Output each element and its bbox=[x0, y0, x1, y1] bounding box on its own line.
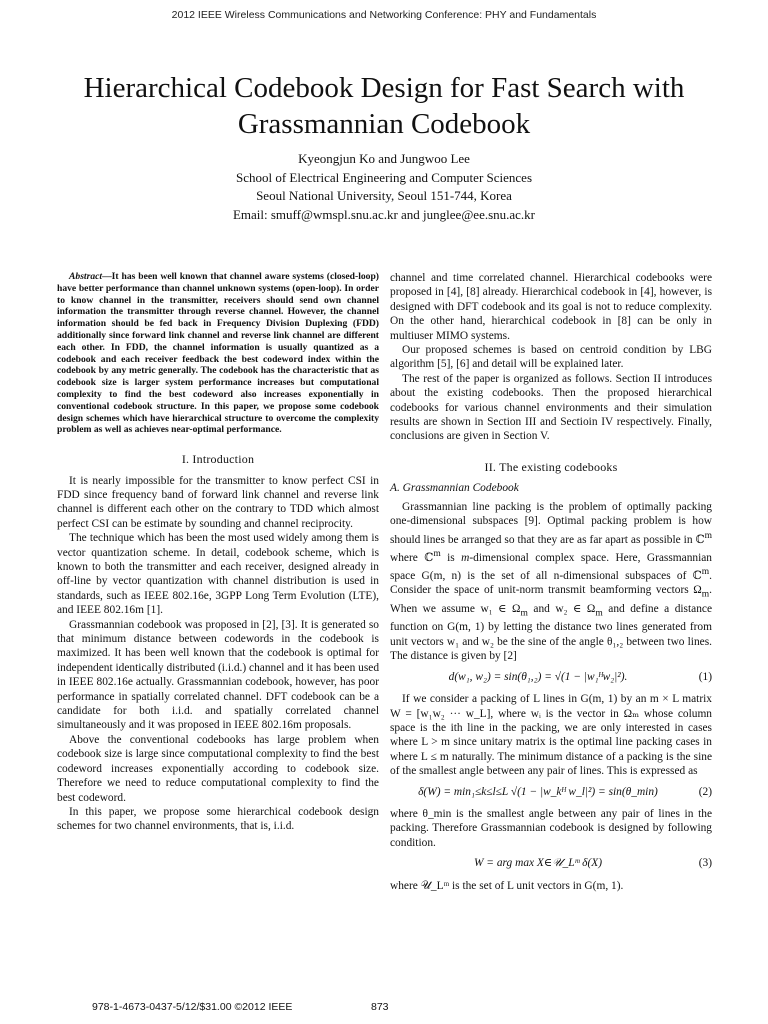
left-column bbox=[57, 271, 379, 834]
section-heading-introduction: I. Introduction bbox=[181, 452, 255, 467]
equation-1-number: (1) bbox=[698, 670, 712, 683]
unit-vectors-paragraph: where 𝒰_Lᵐ is the set of L unit vectors in G(m, 1). bbox=[390, 879, 624, 892]
equation-1-expression: d(w₁, w₂) = sin(θ₁,₂) = √(1 − |w₁ᴴw₂|²). bbox=[448, 670, 628, 683]
intro-paragraph-1: It is nearly impossible for the transmitter to know perfect CSI in FDD since frequency band of forward link channel and reverse link channel is different each other on the contrary to TDD which almost perfect CSI can be estimate by sounding and channel reciprocity. bbox=[57, 474, 379, 530]
footer-page-number: 873 bbox=[371, 1001, 389, 1013]
equation-2 bbox=[390, 785, 712, 799]
right-paragraph-2: Our proposed schemes is based on centroid condition by LBG algorithm [5], [6] and detail will be explained later. bbox=[390, 344, 712, 371]
equation-2-expression: δ(W) = min₁≤k≤l≤L √(1 − |w_kᴴ w_l|²) = sin(θ_min) bbox=[418, 785, 658, 798]
right-column bbox=[390, 271, 712, 893]
paper-title bbox=[40, 70, 728, 142]
author-email: Email: smuff@wmspl.snu.ac.kr and junglee@ee.snu.ac.kr bbox=[232, 206, 536, 222]
equation-2-number: (2) bbox=[698, 785, 712, 798]
footer-isbn: 978-1-4673-0437-5/12/$31.00 ©2012 IEEE bbox=[92, 1001, 293, 1013]
equation-3 bbox=[390, 856, 712, 870]
affiliation-university: Seoul National University, Seoul 151-744, Korea bbox=[256, 188, 512, 203]
equation-3-expression: W = arg max X∈𝒰_Lᵐ δ(X) bbox=[473, 857, 603, 870]
author-block bbox=[100, 150, 668, 224]
right-paragraph-3: The rest of the paper is organized as follows. Section II introduces about the existing codebooks. Then the proposed hierarchical codebooks for various channel environments and their simulation results are shown in Section III and Sectioin IV respectively. Finally, conclusions are given in Section V. bbox=[390, 372, 712, 443]
equation-1 bbox=[390, 670, 712, 684]
title-line-2: Grassmannian Codebook bbox=[237, 108, 531, 140]
author-names: Kyeongjun Ko and Jungwoo Lee bbox=[298, 151, 470, 166]
intro-paragraph-2: The technique which has been the most used widely among them is vector quantization scheme. In detail, codebook scheme, which is known to both the transmitter and each receiver, designed already in off-line by vector quantization with channel distribution is used in standards, such as IEEE 802.16e, 3GPP Long Term Evolution (LTE), and IEEE 802.16m [1]. bbox=[57, 532, 379, 617]
packing-paragraph: If we consider a packing of L lines in G(m, 1) by an m × L matrix W = [w₁w₂ ··· w_L], where wᵢ is the vector in Ωₘ whose column space is the ith line in the packing, we are only interested in cases where L > m since unitary matrix is the optimal line packing cases in where L ≤ m naturally. The minimum distance of a packing is the sine of the smallest angle between any pair of lines. This is expressed as bbox=[390, 693, 712, 778]
abstract-label: Abstract bbox=[69, 271, 103, 282]
section-heading-existing-codebooks: II. The existing codebooks bbox=[484, 459, 618, 474]
abstract-dash: — bbox=[102, 271, 112, 282]
conference-header: 2012 IEEE Wireless Communications and Networking Conference: PHY and Fundamentals bbox=[171, 9, 597, 21]
theta-min-paragraph: where θ_min is the smallest angle between any pair of lines in the packing. Therefore Grassmannian codebook is designed by following condition. bbox=[390, 807, 712, 849]
title-line-1: Hierarchical Codebook Design for Fast Search with bbox=[83, 72, 685, 104]
subsection-heading-grassmannian: A. Grassmannian Codebook bbox=[390, 482, 519, 495]
abstract-text: It has been well known that channel aware systems (closed-loop) have better performance than channel unknown systems (open-loop). In order to know channel in the transmitter, receivers should send own channel information the transmitter through reverse channel. However, the channel information should be fed back in Frequency Division Duplexing (FDD) additionally since forward link channel and reverse link channel are different each other. In FDD, the channel information is usually quantized as a codebook and each receiver feedback the best codeword index within the codebook by any metric generally. The codebook has the characteristic that as codebook size is larger system performance increases but computational complexity to find the best codeword also increases exponentially in conventional codebook structure. In this paper, we propose some codebook design schemes which have hierarchical structure to overcome the complexity problem as well as achieves near-optimal performance. bbox=[57, 271, 379, 436]
abstract bbox=[57, 271, 379, 436]
grassmannian-paragraph: Grassmannian line packing is the problem of optimally packing one-dimensional subspaces [9]. Optimal packing problem is how should lines be arranged so that they are as far apart as possible in ℂ$^m$ where ℂ$^m$ is m-dimensional complex space. Here, Grassmannian space G(m, n) is the set of all n-dimensional subspaces of ℂ$^m$. Consider the space of unit-norm transmit beamforming vectors $\Omega_m$. When we assume w₁ ∈ $\Omega_m$ and w₂ ∈ $\Omega_m$ and define a distance function on G(m, 1) by letting the distance two lines generated from unit vectors w₁ and w₂ be the sine of the angle θ₁,₂ between two lines. The distance is given by [2] bbox=[390, 500, 713, 663]
affiliation-school: School of Electrical Engineering and Computer Sciences bbox=[235, 169, 533, 185]
equation-3-number: (3) bbox=[698, 857, 712, 870]
right-paragraph-1: channel and time correlated channel. Hierarchical codebooks were proposed in [4], [8] already. Hierarchical codebook in [4], however, is designed with DFT codebook and its goal is not to reduce complexity. On the other hand, hierarchical codebook in [8] can be only in multiuser MIMO systems. bbox=[390, 272, 712, 342]
intro-paragraph-5: In this paper, we propose some hierarchical codebook design schemes for two channel environments, that is, i.i.d. bbox=[57, 805, 379, 833]
intro-paragraph-3: Grassmannian codebook was proposed in [2], [3]. It is generated so that minimum distance between codewords in the codebook is maximized. It has been well known that the codebook is optimal for independent identically distributed (i.i.d.) channel and it has been used in IEEE 802.16e actually. Grassmannian codebook, however, has poor performance in spatially correlated channel. DFT codebook can be a candidate for both i.i.d. and spatially correlated channel simultaneously and it was proposed in IEEE 802.16m proposals. bbox=[57, 618, 380, 732]
intro-paragraph-4: Above the conventional codebooks has large problem when codebook size is large since computational complexity to find the best codeword increases exponentially according to codebook size. Therefore we need to reduce computational complexity to find the best codeword. bbox=[57, 733, 379, 804]
